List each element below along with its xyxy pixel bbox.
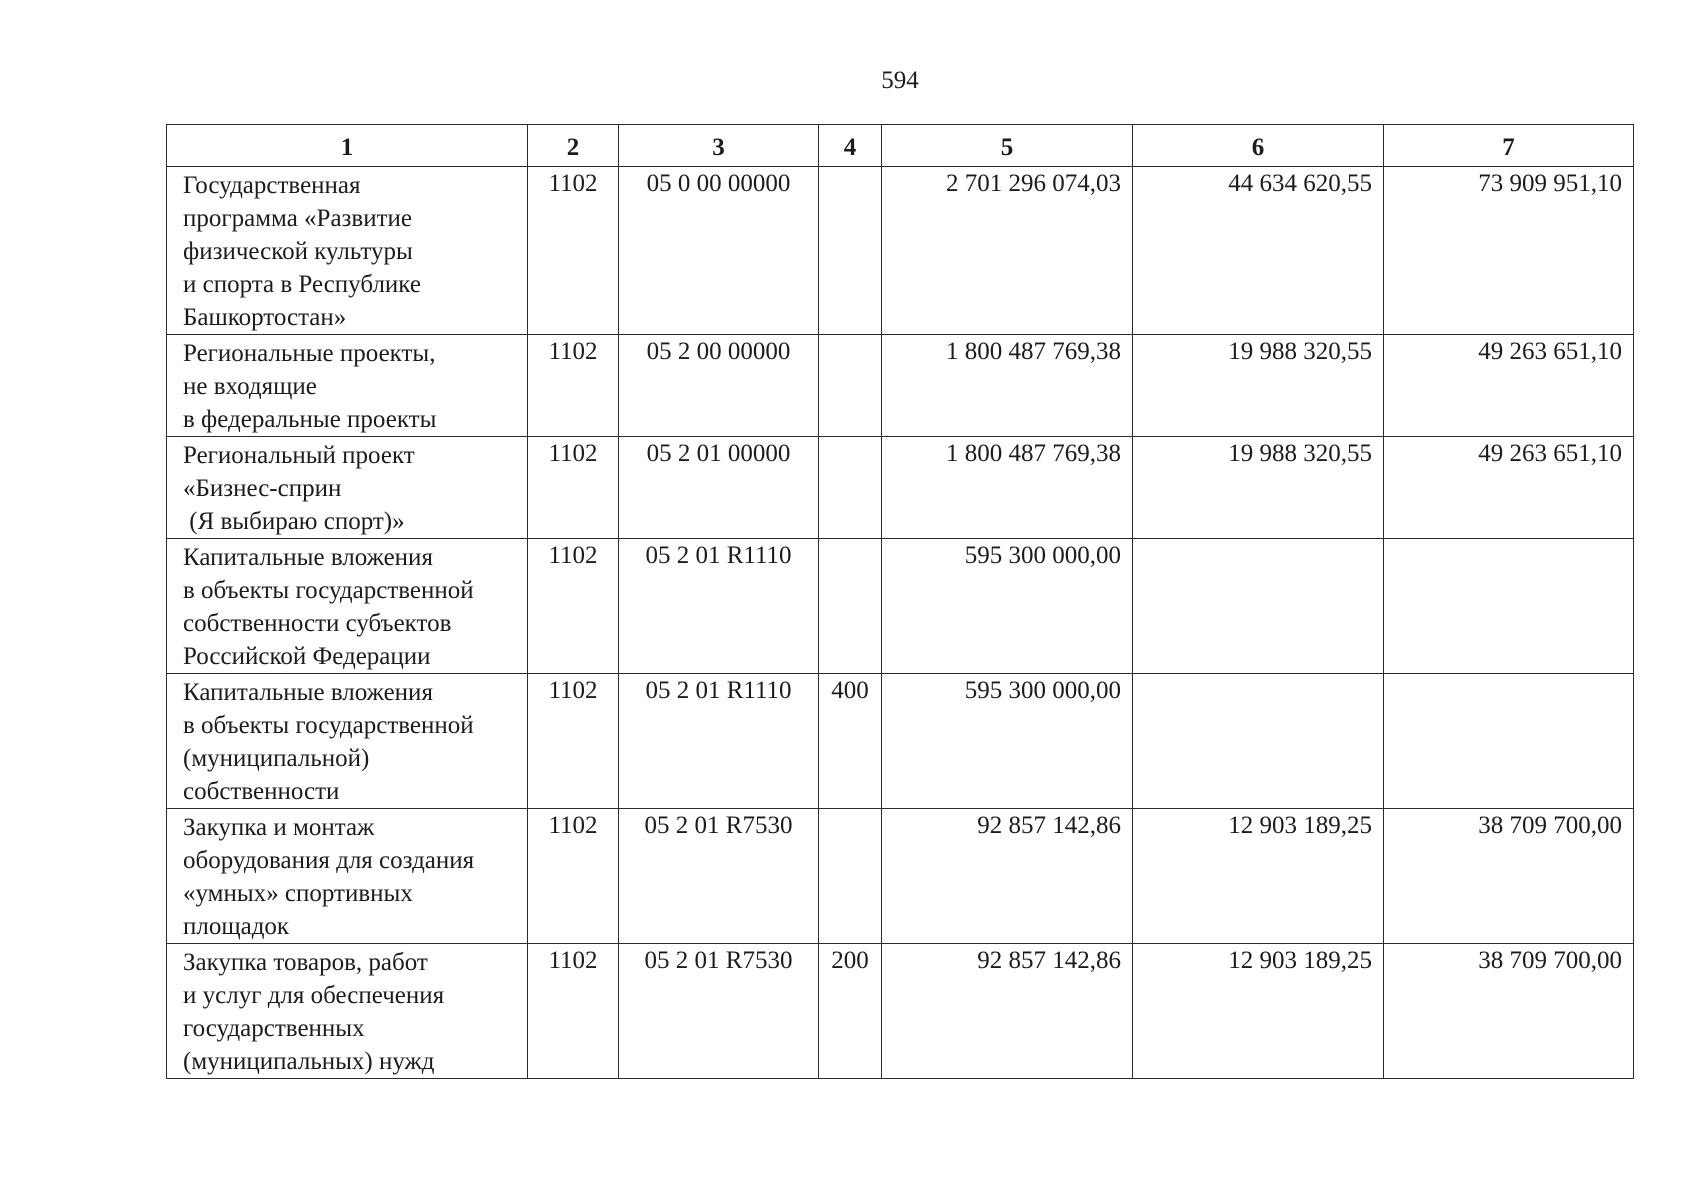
row-name-cell bbox=[167, 335, 528, 437]
section-code-cell: 1102 bbox=[528, 944, 619, 1079]
row-name-line: Башкортостан» bbox=[183, 304, 347, 331]
section-code-cell: 1102 bbox=[528, 437, 619, 539]
target-article-cell: 05 2 01 R1110 bbox=[619, 539, 819, 674]
amount-col5-cell: 92 857 142,86 bbox=[882, 809, 1133, 944]
row-name-line: (Я выбираю спорт)» bbox=[183, 508, 405, 535]
column-header-5: 5 bbox=[882, 125, 1133, 167]
expense-type-cell: 400 bbox=[819, 674, 882, 809]
row-name-line: Закупка товаров, работ bbox=[183, 949, 428, 976]
row-name-line: собственности субъектов bbox=[183, 610, 452, 637]
budget-table bbox=[166, 124, 1634, 1079]
section-code-cell: 1102 bbox=[528, 674, 619, 809]
expense-type-cell bbox=[819, 539, 882, 674]
expense-type-cell bbox=[819, 335, 882, 437]
row-name-line: в федеральные проекты bbox=[183, 406, 437, 433]
row-name-line: и спорта в Республике bbox=[183, 271, 421, 298]
target-article-cell: 05 2 01 R7530 bbox=[619, 809, 819, 944]
expense-type-cell bbox=[819, 437, 882, 539]
section-code-cell: 1102 bbox=[528, 335, 619, 437]
amount-col7-cell: 38 709 700,00 bbox=[1384, 809, 1634, 944]
section-code-cell: 1102 bbox=[528, 167, 619, 335]
row-name-cell bbox=[167, 539, 528, 674]
row-name-cell bbox=[167, 944, 528, 1079]
table-row bbox=[167, 335, 1634, 437]
target-article-cell: 05 2 01 R1110 bbox=[619, 674, 819, 809]
target-article-cell: 05 2 01 00000 bbox=[619, 437, 819, 539]
amount-col7-cell bbox=[1384, 539, 1634, 674]
row-name-line: Капитальные вложения bbox=[183, 544, 433, 571]
column-header-3: 3 bbox=[619, 125, 819, 167]
row-name-line: Региональный проект bbox=[183, 442, 415, 469]
amount-col6-cell: 12 903 189,25 bbox=[1133, 809, 1384, 944]
amount-col6-cell: 19 988 320,55 bbox=[1133, 335, 1384, 437]
row-name-line: (муниципальных) нужд bbox=[183, 1048, 435, 1075]
row-name-cell bbox=[167, 167, 528, 335]
row-name-line: и услуг для обеспечения bbox=[183, 982, 445, 1009]
column-header-7: 7 bbox=[1384, 125, 1634, 167]
section-code-cell: 1102 bbox=[528, 809, 619, 944]
expense-type-cell bbox=[819, 809, 882, 944]
amount-col7-cell: 38 709 700,00 bbox=[1384, 944, 1634, 1079]
column-header-1: 1 bbox=[167, 125, 528, 167]
row-name-line: «Бизнес-сприн bbox=[183, 475, 342, 502]
amount-col7-cell: 49 263 651,10 bbox=[1384, 437, 1634, 539]
column-header-6: 6 bbox=[1133, 125, 1384, 167]
table-row bbox=[167, 539, 1634, 674]
amount-col5-cell: 595 300 000,00 bbox=[882, 539, 1133, 674]
amount-col6-cell: 44 634 620,55 bbox=[1133, 167, 1384, 335]
amount-col6-cell bbox=[1133, 674, 1384, 809]
column-header-2: 2 bbox=[528, 125, 619, 167]
row-name-line: Закупка и монтаж bbox=[183, 814, 375, 841]
row-name-line: Государственная bbox=[183, 172, 361, 199]
row-name-line: Капитальные вложения bbox=[183, 679, 433, 706]
page-number: 594 bbox=[881, 67, 919, 94]
table-row bbox=[167, 944, 1634, 1079]
row-name-line: Региональные проекты, bbox=[183, 340, 436, 367]
amount-col7-cell bbox=[1384, 674, 1634, 809]
row-name-line: государственных bbox=[183, 1015, 365, 1042]
target-article-cell: 05 2 01 R7530 bbox=[619, 944, 819, 1079]
row-name-line: «умных» спортивных bbox=[183, 880, 413, 907]
target-article-cell: 05 0 00 00000 bbox=[619, 167, 819, 335]
amount-col5-cell: 1 800 487 769,38 bbox=[882, 335, 1133, 437]
row-name-line: в объекты государственной bbox=[183, 577, 474, 604]
amount-col7-cell: 73 909 951,10 bbox=[1384, 167, 1634, 335]
row-name-line: в объекты государственной bbox=[183, 712, 474, 739]
expense-type-cell bbox=[819, 167, 882, 335]
amount-col5-cell: 595 300 000,00 bbox=[882, 674, 1133, 809]
amount-col5-cell: 92 857 142,86 bbox=[882, 944, 1133, 1079]
amount-col5-cell: 2 701 296 074,03 bbox=[882, 167, 1133, 335]
header-row bbox=[167, 125, 1634, 167]
amount-col7-cell: 49 263 651,10 bbox=[1384, 335, 1634, 437]
table-row bbox=[167, 809, 1634, 944]
column-header-4: 4 bbox=[819, 125, 882, 167]
row-name-line: площадок bbox=[183, 913, 290, 940]
expense-type-cell: 200 bbox=[819, 944, 882, 1079]
row-name-line: не входящие bbox=[183, 373, 317, 400]
row-name-line: собственности bbox=[183, 778, 340, 805]
amount-col6-cell: 19 988 320,55 bbox=[1133, 437, 1384, 539]
amount-col6-cell bbox=[1133, 539, 1384, 674]
target-article-cell: 05 2 00 00000 bbox=[619, 335, 819, 437]
row-name-cell bbox=[167, 437, 528, 539]
amount-col6-cell: 12 903 189,25 bbox=[1133, 944, 1384, 1079]
row-name-line: Российской Федерации bbox=[183, 643, 431, 670]
table-row bbox=[167, 167, 1634, 335]
row-name-line: оборудования для создания bbox=[183, 847, 475, 874]
section-code-cell: 1102 bbox=[528, 539, 619, 674]
row-name-line: физической культуры bbox=[183, 238, 413, 265]
table-row bbox=[167, 437, 1634, 539]
row-name-cell bbox=[167, 674, 528, 809]
amount-col5-cell: 1 800 487 769,38 bbox=[882, 437, 1133, 539]
row-name-line: программа «Развитие bbox=[183, 205, 413, 232]
table-row bbox=[167, 674, 1634, 809]
row-name-cell bbox=[167, 809, 528, 944]
row-name-line: (муниципальной) bbox=[183, 745, 370, 772]
